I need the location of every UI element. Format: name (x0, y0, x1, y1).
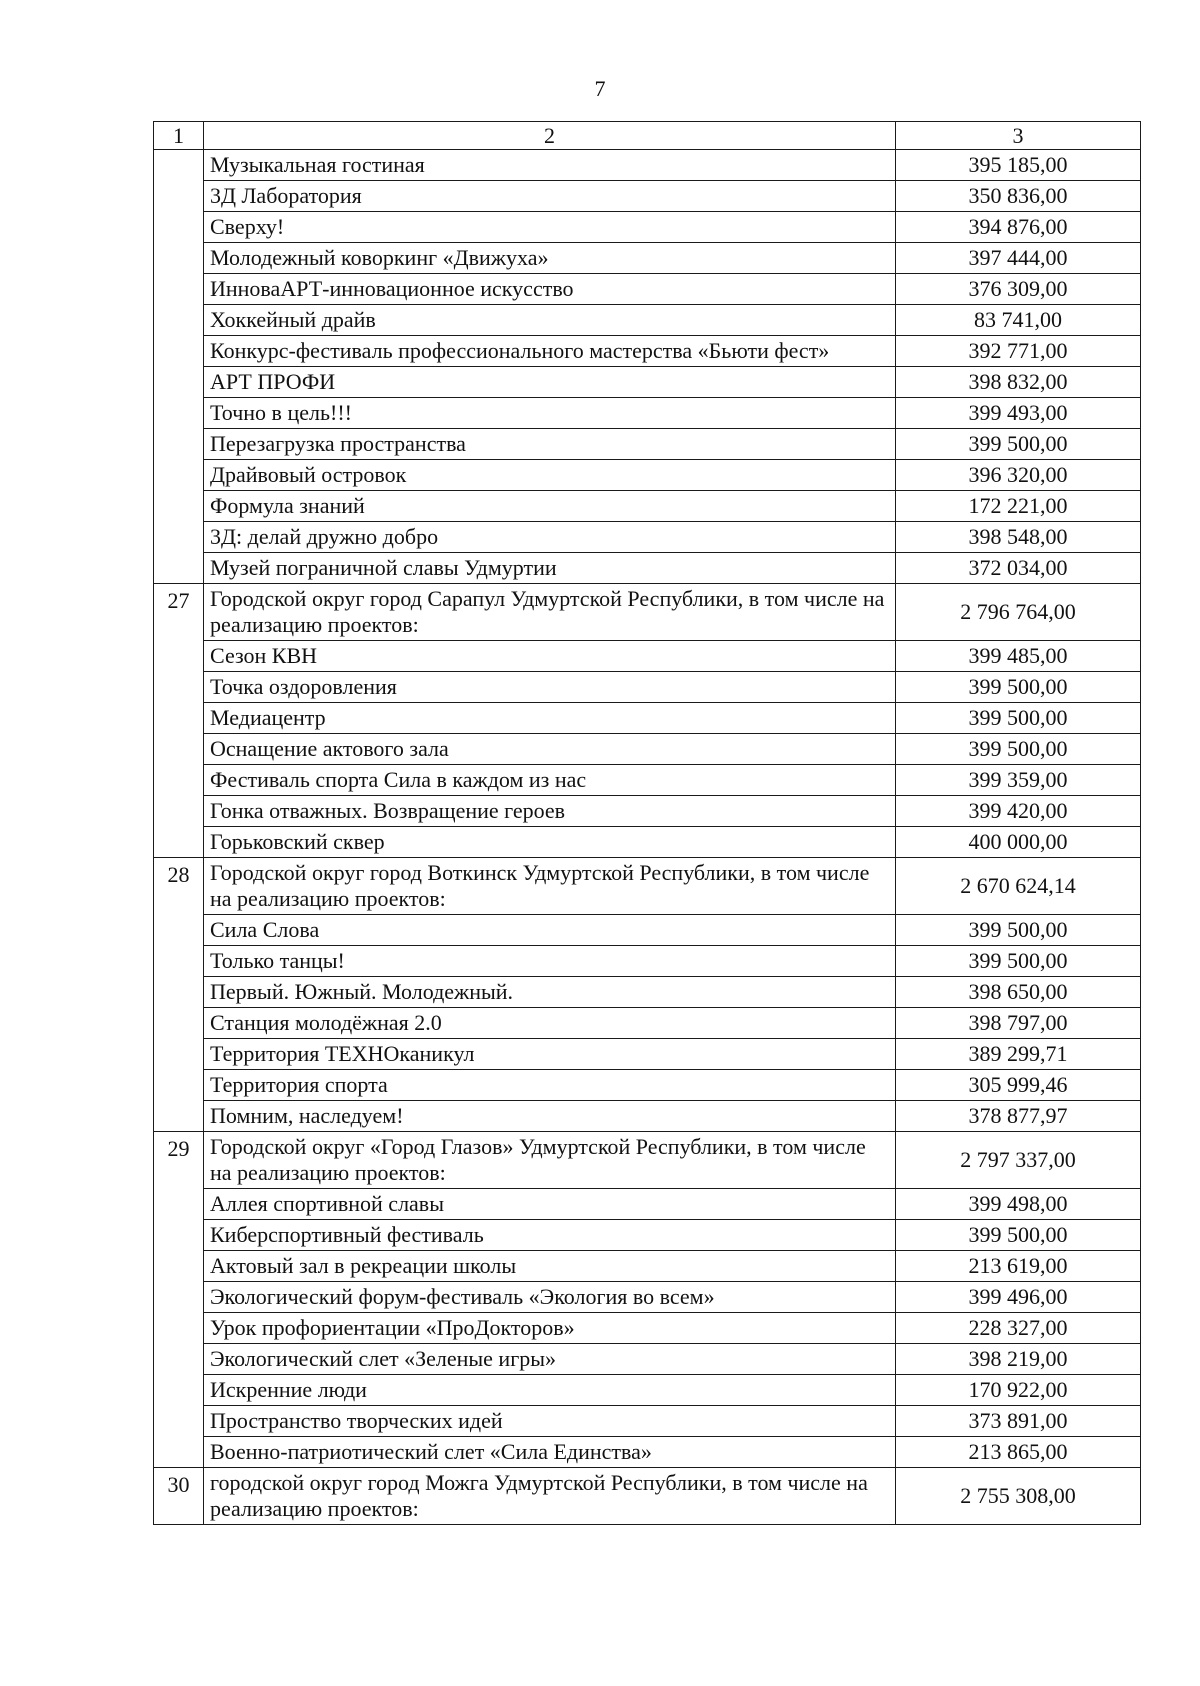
project-name: Драйвовый островок (204, 460, 896, 491)
table-row (154, 1406, 1141, 1437)
project-name: Точка оздоровления (204, 672, 896, 703)
project-name: Помним, наследуем! (204, 1101, 896, 1132)
table-row (154, 274, 1141, 305)
amount: 399 500,00 (896, 1220, 1141, 1251)
project-name: Экологический слет «Зеленые игры» (204, 1344, 896, 1375)
header-col-3: 3 (896, 122, 1141, 150)
amount: 399 500,00 (896, 703, 1141, 734)
table-row (154, 1070, 1141, 1101)
amount: 2 796 764,00 (896, 584, 1141, 641)
amount: 399 500,00 (896, 915, 1141, 946)
project-name: Хоккейный драйв (204, 305, 896, 336)
project-name: Городской округ «Город Глазов» Удмуртской Республики, в том числе на реализацию проектов: (204, 1132, 896, 1189)
project-name: Городской округ город Воткинск Удмуртской Республики, в том числе на реализацию проектов: (204, 858, 896, 915)
project-name: Искренние люди (204, 1375, 896, 1406)
amount: 376 309,00 (896, 274, 1141, 305)
table-row (154, 212, 1141, 243)
project-name: 3Д Лаборатория (204, 181, 896, 212)
project-name: Оснащение актового зала (204, 734, 896, 765)
amount: 213 865,00 (896, 1437, 1141, 1468)
table-row (154, 1039, 1141, 1070)
project-name: Аллея спортивной славы (204, 1189, 896, 1220)
table-row (154, 1220, 1141, 1251)
table-row (154, 858, 1141, 915)
amount: 170 922,00 (896, 1375, 1141, 1406)
project-name: Формула знаний (204, 491, 896, 522)
table-row (154, 1344, 1141, 1375)
amount: 392 771,00 (896, 336, 1141, 367)
table-row (154, 1468, 1141, 1525)
project-name: Городской округ город Сарапул Удмуртской Республики, в том числе на реализацию проектов: (204, 584, 896, 641)
amount: 398 650,00 (896, 977, 1141, 1008)
amount: 305 999,46 (896, 1070, 1141, 1101)
table-header-row (154, 122, 1141, 150)
project-name: Территория ТЕХНОканикул (204, 1039, 896, 1070)
amount: 398 548,00 (896, 522, 1141, 553)
project-name: Экологический форум-фестиваль «Экология во всем» (204, 1282, 896, 1313)
amount: 399 498,00 (896, 1189, 1141, 1220)
row-number: 28 (154, 858, 204, 1132)
table-row (154, 672, 1141, 703)
table-row (154, 1251, 1141, 1282)
project-name: Киберспортивный фестиваль (204, 1220, 896, 1251)
amount: 399 359,00 (896, 765, 1141, 796)
amount: 228 327,00 (896, 1313, 1141, 1344)
row-number (154, 150, 204, 584)
table-row (154, 946, 1141, 977)
project-name: городской округ город Можга Удмуртской Республики, в том числе на реализацию проектов: (204, 1468, 896, 1525)
amount: 373 891,00 (896, 1406, 1141, 1437)
amount: 399 500,00 (896, 734, 1141, 765)
table-row (154, 1437, 1141, 1468)
table-row (154, 398, 1141, 429)
project-name: Военно-патриотический слет «Сила Единства» (204, 1437, 896, 1468)
project-name: Горьковский сквер (204, 827, 896, 858)
amount: 400 000,00 (896, 827, 1141, 858)
project-name: Урок профориентации «ПроДокторов» (204, 1313, 896, 1344)
table-row (154, 305, 1141, 336)
table-row (154, 1313, 1141, 1344)
header-col-2: 2 (204, 122, 896, 150)
table-row (154, 336, 1141, 367)
table-row (154, 1375, 1141, 1406)
amount: 396 320,00 (896, 460, 1141, 491)
table-row (154, 491, 1141, 522)
amount: 399 500,00 (896, 946, 1141, 977)
table-row (154, 181, 1141, 212)
amount: 2 670 624,14 (896, 858, 1141, 915)
table-row (154, 915, 1141, 946)
header-col-1: 1 (154, 122, 204, 150)
project-name: АРТ ПРОФИ (204, 367, 896, 398)
page-number: 7 (594, 76, 606, 101)
table-row (154, 734, 1141, 765)
amount: 372 034,00 (896, 553, 1141, 584)
table-row (154, 1101, 1141, 1132)
amount: 399 420,00 (896, 796, 1141, 827)
amount: 399 496,00 (896, 1282, 1141, 1313)
row-number: 27 (154, 584, 204, 858)
amount: 398 219,00 (896, 1344, 1141, 1375)
table-row (154, 243, 1141, 274)
table-row (154, 1189, 1141, 1220)
project-name: Молодежный коворкинг «Движуха» (204, 243, 896, 274)
table-row (154, 429, 1141, 460)
table-row (154, 553, 1141, 584)
table-row (154, 703, 1141, 734)
table-row (154, 150, 1141, 181)
amount: 83 741,00 (896, 305, 1141, 336)
amount: 397 444,00 (896, 243, 1141, 274)
budget-table (153, 121, 1141, 1525)
amount: 389 299,71 (896, 1039, 1141, 1070)
table-row (154, 641, 1141, 672)
project-name: Музей пограничной славы Удмуртии (204, 553, 896, 584)
table-row (154, 1282, 1141, 1313)
amount: 398 832,00 (896, 367, 1141, 398)
project-name: Пространство творческих идей (204, 1406, 896, 1437)
project-name: Первый. Южный. Молодежный. (204, 977, 896, 1008)
project-name: Только танцы! (204, 946, 896, 977)
amount: 172 221,00 (896, 491, 1141, 522)
table-row (154, 522, 1141, 553)
amount: 213 619,00 (896, 1251, 1141, 1282)
amount: 399 493,00 (896, 398, 1141, 429)
table-row (154, 1132, 1141, 1189)
table-row (154, 765, 1141, 796)
amount: 350 836,00 (896, 181, 1141, 212)
table-row (154, 1008, 1141, 1039)
project-name: Актовый зал в рекреации школы (204, 1251, 896, 1282)
project-name: Музыкальная гостиная (204, 150, 896, 181)
amount: 398 797,00 (896, 1008, 1141, 1039)
project-name: Медиацентр (204, 703, 896, 734)
table-body (154, 122, 1141, 1525)
amount: 2 797 337,00 (896, 1132, 1141, 1189)
project-name: Перезагрузка пространства (204, 429, 896, 460)
project-name: Сила Слова (204, 915, 896, 946)
project-name: Фестиваль спорта Сила в каждом из нас (204, 765, 896, 796)
amount: 399 500,00 (896, 429, 1141, 460)
amount: 394 876,00 (896, 212, 1141, 243)
amount: 395 185,00 (896, 150, 1141, 181)
project-name: Гонка отважных. Возвращение героев (204, 796, 896, 827)
table-row (154, 367, 1141, 398)
project-name: 3Д: делай дружно добро (204, 522, 896, 553)
amount: 378 877,97 (896, 1101, 1141, 1132)
project-name: Точно в цель!!! (204, 398, 896, 429)
project-name: ИнноваАРТ-инновационное искусство (204, 274, 896, 305)
table-row (154, 827, 1141, 858)
table-row (154, 977, 1141, 1008)
amount: 399 485,00 (896, 641, 1141, 672)
table-row (154, 796, 1141, 827)
project-name: Сезон КВН (204, 641, 896, 672)
row-number: 30 (154, 1468, 204, 1525)
project-name: Станция молодёжная 2.0 (204, 1008, 896, 1039)
project-name: Конкурс-фестиваль профессионального мастерства «Бьюти фест» (204, 336, 896, 367)
amount: 2 755 308,00 (896, 1468, 1141, 1525)
table-row (154, 460, 1141, 491)
project-name: Территория спорта (204, 1070, 896, 1101)
table-row (154, 584, 1141, 641)
amount: 399 500,00 (896, 672, 1141, 703)
row-number: 29 (154, 1132, 204, 1468)
project-name: Сверху! (204, 212, 896, 243)
